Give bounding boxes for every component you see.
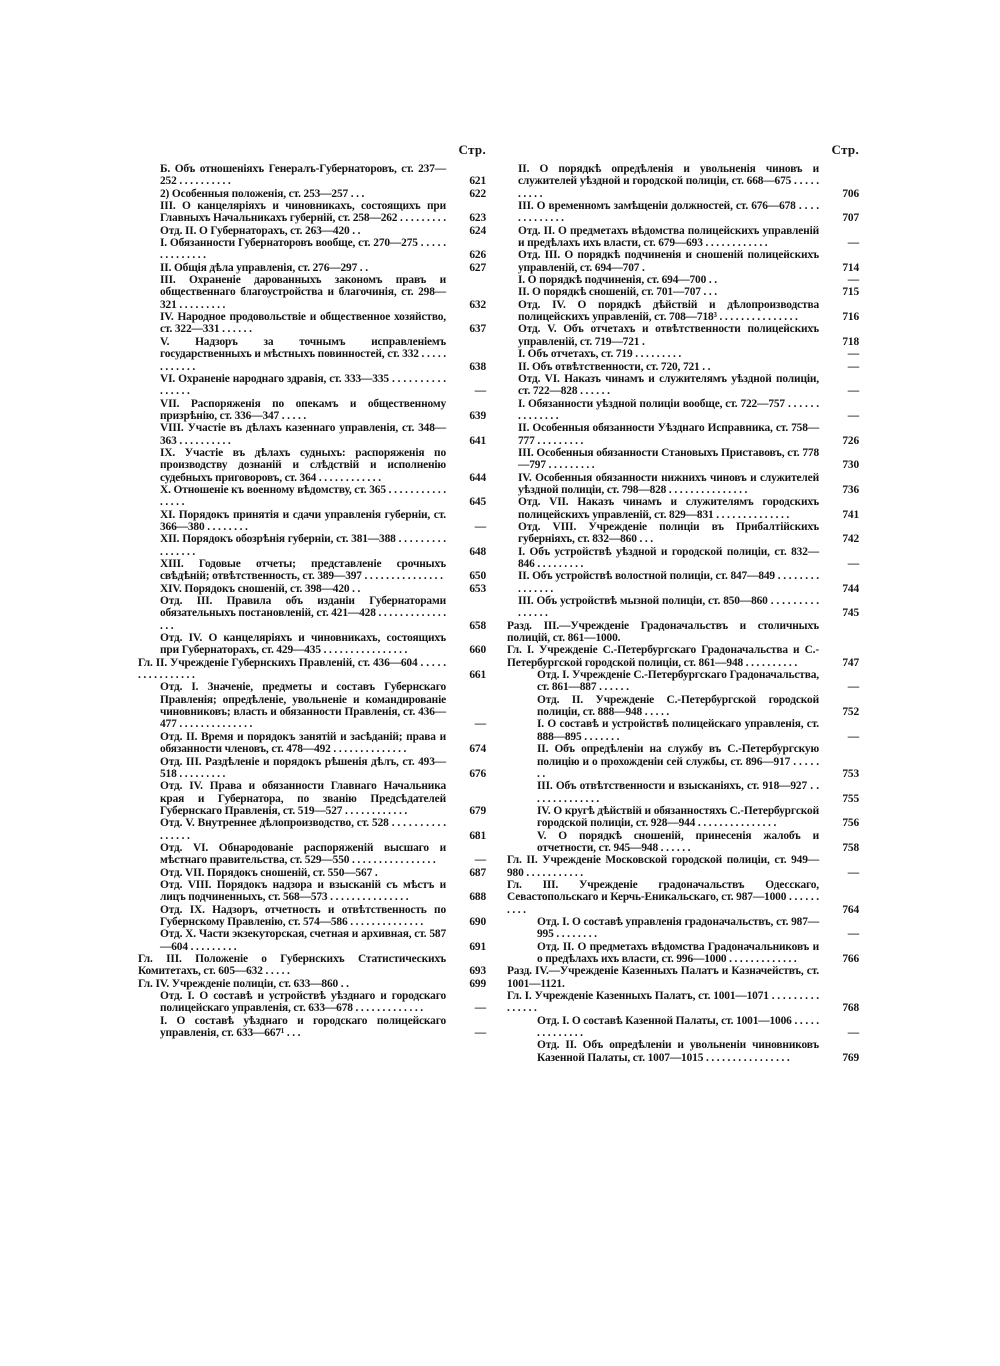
toc-entry xyxy=(507,361,859,373)
toc-entry-page: 764 xyxy=(842,903,859,916)
toc-entry-text: III. Объ устройствѣ мызной полиціи, ст. 850—860 . . . . . . . . . . . . . . . xyxy=(518,595,819,620)
left-column xyxy=(138,142,486,1039)
toc-entry-page: — xyxy=(847,409,859,422)
toc-entry-text: Гл. III. Учрежденіе градоначальствъ Одесскаго, Севастопольскаго и Керчь-Еникальскаго, ст. 987—1000 . . . . . . . . . . xyxy=(507,878,819,916)
toc-entry-text: Отд. II. Объ опредѣленіи и увольненіи чиновниковъ Казенной Палаты, ст. 1007—1015 . . . . . . . . . . . . . . . . xyxy=(537,1039,819,1064)
toc-entry-page: 621 xyxy=(469,175,486,188)
toc-entry-text: Разд. III.—Учрежденіе Градоначальствъ и столичныхъ полицій, ст. 861—1000. xyxy=(507,619,819,645)
toc-entry-page: — xyxy=(474,1002,486,1015)
toc-entry-text: Отд. V. Внутреннее дѣлопроизводство, ст. 528 . . . . . . . . . . . . . . . . xyxy=(160,817,446,842)
toc-entry-text: I. О составѣ и устройствѣ полицейскаго управленія, ст. 888—895 . . . . . . . xyxy=(537,718,819,743)
toc-entry-page: 766 xyxy=(842,953,859,965)
toc-entry-text: I. Обязанности Губернаторовъ вообще, ст. 270—275 . . . . . . . . . . . . . . xyxy=(160,237,446,262)
toc-entry xyxy=(138,533,486,558)
toc-entry-text: Отд. I. О составѣ Казенной Палаты, ст. 1001—1006 . . . . . . . . . . . . . . xyxy=(537,1014,819,1040)
toc-entry-page: — xyxy=(847,360,859,373)
toc-entry xyxy=(138,163,486,188)
toc-entry xyxy=(138,200,486,225)
toc-entry xyxy=(138,595,486,632)
toc-entry-text: Отд. IV. О канцеляріяхъ и чиновникахъ, состоящихъ при Губернаторахъ, ст. 429—435 . . . . . . . . . . . . . . . . xyxy=(160,632,446,657)
toc-entry xyxy=(138,953,486,978)
toc-entry-page: 716 xyxy=(842,311,859,324)
toc-entry xyxy=(507,570,859,595)
toc-entry-text: Разд. IV.—Учрежденіе Казенныхъ Палатъ и Казначействъ, ст. 1001—1121. xyxy=(507,965,819,990)
toc-entry-text: Отд. III. О порядкѣ подчиненія и сношеній полицейскихъ управленій, ст. 694—707 . xyxy=(518,249,819,274)
toc-entry-page: 690 xyxy=(469,915,486,928)
toc-entry-text: II. Объ устройствѣ волостной полиціи, ст. 847—849 . . . . . . . . . . . . . . . xyxy=(518,570,819,595)
toc-entry xyxy=(507,879,859,916)
toc-entry-text: II. Особенныя обязанности Уѣзднаго Исправника, ст. 758—777 . . . . . . . . . xyxy=(518,422,819,447)
toc-entry xyxy=(138,274,486,311)
page-column-header-label: Стр. xyxy=(831,142,859,157)
toc-entry-page: — xyxy=(847,866,859,879)
toc-entry-page: 699 xyxy=(469,977,486,990)
toc-entry-text: Отд. VIII. Порядокъ надзора и взысканій съ мѣстъ и лицъ подчиненныхъ, ст. 568—573 . . . . . . . . . . . . . . . xyxy=(160,878,446,904)
toc-entry-page: 742 xyxy=(842,533,859,546)
toc-entry xyxy=(138,842,486,867)
toc-entry xyxy=(138,484,486,509)
toc-entries xyxy=(507,163,859,1064)
toc-entry-text: III. Особенныя обязанности Становыхъ Приставовъ, ст. 778—797 . . . . . . . . . xyxy=(518,446,819,472)
toc-entry-text: X. Отношеніе къ военному вѣдомству, ст. 365 . . . . . . . . . . . . . . . . xyxy=(160,483,446,509)
toc-entry xyxy=(138,262,486,274)
toc-entry xyxy=(138,817,486,842)
toc-entry-text: I. О составѣ уѣзднаго и городскаго полицейскаго управленія, ст. 633—667¹ . . . xyxy=(160,1014,446,1040)
toc-entry-page: — xyxy=(847,558,859,570)
toc-entry xyxy=(138,311,486,336)
toc-entry-text: Отд. I. Значеніе, предметы и составъ Губернскаго Правленія; опредѣленіе, увольненіе и командированіе чиновниковъ; власть и обязанности Правленія, ст. 436—477 . . . . . . . . . . . . . . xyxy=(160,681,446,731)
toc-entry xyxy=(138,657,486,682)
toc-entry xyxy=(507,323,859,348)
toc-entry-page: 661 xyxy=(469,669,486,682)
toc-entry xyxy=(507,496,859,521)
toc-entry xyxy=(138,978,486,990)
toc-entry-page: 693 xyxy=(469,965,486,978)
toc-entry-text: Отд. VII. Наказъ чинамъ и служителямъ городскихъ полицейскихъ управленій, ст. 829—831 . . . . . . . . . . . . . . xyxy=(518,496,819,521)
toc-entry-text: Отд. IV. О порядкѣ дѣйствій и дѣлопроизводства полицейскихъ управленій, ст. 708—718³ . . . . . . . . . . . . . . . xyxy=(518,298,819,324)
toc-entry-text: V. О порядкѣ сношеній, принесенія жалобъ и отчетности, ст. 945—948 . . . . . . xyxy=(537,829,819,854)
toc-entry-page: 715 xyxy=(842,286,859,299)
toc-entry xyxy=(507,1039,859,1064)
toc-entry-page: 626 xyxy=(469,249,486,262)
toc-entry-page: 658 xyxy=(469,619,486,632)
toc-entry-text: II. Общія дѣла управленія, ст. 276—297 . . xyxy=(160,261,368,274)
toc-entry-text: Гл. II. Учрежденіе Губернскихъ Правленій, ст. 436—604 . . . . . . . . . . . . . . . . xyxy=(138,656,446,682)
toc-entry-text: IV. Народное продовольствіе и общественное хозяйство, ст. 322—331 . . . . . . xyxy=(160,311,446,336)
toc-entry xyxy=(507,916,859,941)
page-column-header xyxy=(138,142,486,163)
toc-entry-page: — xyxy=(474,718,486,731)
toc-entry xyxy=(507,718,859,743)
toc-entry xyxy=(507,990,859,1015)
toc-entry-text: Отд. VI. Наказъ чинамъ и служителямъ уѣздной полиціи, ст. 722—828 . . . . . . xyxy=(518,372,819,398)
toc-entry xyxy=(138,990,486,1015)
toc-entry-page: 645 xyxy=(469,496,486,509)
toc-entry-text: Отд. I. О составѣ управленія градоначальствъ, ст. 987—995 . . . . . . . . xyxy=(537,915,819,941)
toc-entry-page: 681 xyxy=(469,829,486,842)
toc-entry-text: Отд. II. Время и порядокъ занятій и засѣданій; права и обязанности членовъ, ст. 478—492 . . . . . . . . . . . . . . xyxy=(160,730,446,756)
toc-entry-text: I. О порядкѣ подчиненія, ст. 694—700 . . xyxy=(518,274,717,287)
toc-entry xyxy=(138,509,486,534)
toc-entry xyxy=(507,299,859,324)
toc-entry xyxy=(138,904,486,929)
toc-entry xyxy=(138,237,486,262)
toc-entry xyxy=(507,743,859,780)
toc-entry-text: Гл. III. Положеніе о Губернскихъ Статистическихъ Комитетахъ, ст. 605—632 . . . . . xyxy=(138,953,446,978)
toc-entry xyxy=(507,780,859,805)
toc-entry-page: 756 xyxy=(842,817,859,830)
toc-entry xyxy=(507,249,859,274)
toc-entry-page: 637 xyxy=(469,323,486,336)
toc-entry xyxy=(507,348,859,360)
toc-entry-text: I. Обязанности уѣздной полиціи вообще, ст. 722—757 . . . . . . . . . . . . . . xyxy=(518,397,819,422)
toc-entry-text: VIII. Участіе въ дѣлахъ казеннаго управленія, ст. 348—363 . . . . . . . . . . xyxy=(160,422,446,447)
toc-entry-page: 624 xyxy=(469,224,486,237)
toc-entry-text: Отд. II. О Губернаторахъ, ст. 263—420 . . xyxy=(160,224,361,237)
toc-entry-text: II. Объ отвѣтственности, ст. 720, 721 . . xyxy=(518,360,711,373)
toc-entry xyxy=(507,830,859,855)
toc-entry-text: 2) Особенныя положенія, ст. 253—257 . . . xyxy=(160,187,365,200)
toc-entry-page: 623 xyxy=(469,212,486,225)
toc-entry xyxy=(507,472,859,497)
toc-entry-page: 691 xyxy=(469,940,486,953)
toc-entry-page: 660 xyxy=(469,644,486,657)
toc-entry xyxy=(138,780,486,817)
toc-entry-page: 745 xyxy=(842,607,859,620)
toc-entry-page: — xyxy=(474,385,486,398)
toc-entry xyxy=(138,1015,486,1040)
toc-entry-text: III. О временномъ замѣщеніи должностей, ст. 676—678 . . . . . . . . . . . . . xyxy=(518,200,819,225)
toc-entry-page: 676 xyxy=(469,767,486,780)
toc-entry-page: 639 xyxy=(469,409,486,422)
toc-entry-text: IX. Участіе въ дѣлахъ судныхъ: распоряженія по производству дознаній и слѣдствій и исполненію судебныхъ приговоровъ, ст. 364 . . . . . . . . . . . . xyxy=(160,446,446,484)
toc-entry xyxy=(138,756,486,781)
toc-entry-page: 627 xyxy=(469,261,486,274)
toc-entry-text: Отд. V. Объ отчетахъ и отвѣтственности полицейскихъ управленій, ст. 719—721 . xyxy=(518,323,819,348)
toc-entry-text: XIII. Годовые отчеты; представленіе срочныхъ свѣдѣній; отвѣтственность, ст. 389—397 . . . . . . . . . . . . . . . xyxy=(160,558,446,583)
toc-entry-text: Б. Объ отношеніяхъ Генералъ-Губернаторовъ, ст. 237—252 . . . . . . . . . . xyxy=(160,163,446,188)
toc-entry-text: Отд. VII. Порядокъ сношеній, ст. 550—567 . xyxy=(160,866,378,879)
toc-entry-page: 653 xyxy=(469,582,486,595)
toc-entry-text: III. О канцеляріяхъ и чиновникахъ, состоящихъ при Главныхъ Начальникахъ губерній, ст. 258—262 . . . . . . . . . xyxy=(160,200,446,225)
toc-entry-text: XIV. Порядокъ сношеній, ст. 398—420 . . xyxy=(160,582,361,595)
toc-entry-text: Отд. III. Раздѣленіе и порядокъ рѣшенія дѣлъ, ст. 493—518 . . . . . . . . . xyxy=(160,755,446,780)
toc-entry xyxy=(507,941,859,966)
toc-entry-text: Отд. VI. Обнародованіе распоряженій высшаго и мѣстнаго правительства, ст. 529—550 . . . . . . . . . . . . . . . . xyxy=(160,841,446,867)
toc-entry xyxy=(138,336,486,373)
toc-entry xyxy=(507,546,859,571)
toc-entry xyxy=(507,447,859,472)
toc-entry xyxy=(507,669,859,694)
toc-entry-page: 648 xyxy=(469,545,486,558)
toc-entry xyxy=(507,644,859,669)
toc-entry-text: III. Объ отвѣтственности и взысканіяхъ, ст. 918—927 . . . . . . . . . . . . . . xyxy=(537,780,819,805)
toc-entry xyxy=(138,558,486,583)
toc-entry-page: 632 xyxy=(469,298,486,311)
toc-entry xyxy=(507,521,859,546)
toc-entry-text: Отд. II. О предметахъ вѣдомства Градоначальниковъ и о предѣлахъ ихъ власти, ст. 996—1000 . . . . . . . . . . . . . xyxy=(537,940,819,965)
toc-entry xyxy=(138,879,486,904)
toc-entry-text: Гл. I. Учрежденіе С.-Петербургскаго Градоначальства и С.-Петербургской городской полиціи, ст. 861—948 . . . . . . . . . . xyxy=(507,644,819,669)
toc-entry-page: 641 xyxy=(469,434,486,447)
toc-entry-page: — xyxy=(474,1027,486,1040)
toc-entry xyxy=(507,373,859,398)
toc-entry-page: 714 xyxy=(842,261,859,274)
toc-entry-text: Отд. IX. Надзоръ, отчетность и отвѣтственность по Губернскому Правленію, ст. 574—586 . . . . . . . . . . . . . . xyxy=(160,903,446,928)
toc-entry-text: II. О порядкѣ опредѣленія и увольненія чиновъ и служителей уѣздной и городской полиціи, ст. 668—675 . . . . . . . . . . xyxy=(518,163,819,200)
toc-entry xyxy=(138,867,486,879)
toc-entry xyxy=(507,694,859,719)
right-column xyxy=(507,142,859,1064)
toc-entry xyxy=(507,805,859,830)
toc-entry-text: VII. Распоряженія по опекамъ и общественному призрѣнію, ст. 336—347 . . . . . xyxy=(160,397,446,422)
toc-entry xyxy=(507,163,859,200)
toc-entry-text: II. О порядкѣ сношеній, ст. 701—707 . . . xyxy=(518,286,717,299)
toc-entry-text: I. Объ отчетахъ, ст. 719 . . . . . . . . . xyxy=(518,348,682,361)
toc-entry-page: 707 xyxy=(842,212,859,225)
toc-entry-text: XII. Порядокъ обозрѣнія губерніи, ст. 381—388 . . . . . . . . . . . . . . . . xyxy=(160,533,446,558)
toc-entry-text: Отд. X. Части экзекуторская, счетная и архивная, ст. 587—604 . . . . . . . . . xyxy=(160,928,446,953)
toc-entry xyxy=(507,965,859,990)
toc-entry-text: Отд. VIII. Учрежденіе полиціи въ Прибалтійскихъ губерніяхъ, ст. 832—860 . . . xyxy=(518,520,819,546)
toc-entry-text: Гл. II. Учрежденіе Московской городской полиціи, ст. 949—980 . . . . . . . . . . . xyxy=(507,854,819,879)
toc-entry-page: 769 xyxy=(842,1051,859,1064)
toc-entry xyxy=(507,286,859,298)
toc-entry-text: I. Объ устройствѣ уѣздной и городской полиціи, ст. 832—846 . . . . . . . . . xyxy=(518,545,819,570)
toc-entry-page: — xyxy=(847,348,859,361)
toc-entry-text: Отд. I. О составѣ и устройствѣ уѣзднаго и городскаго полицейскаго управленія, ст. 633—678 . . . . . . . . . . . . . xyxy=(160,990,446,1015)
toc-entry xyxy=(507,1015,859,1040)
toc-entry-page: 744 xyxy=(842,582,859,595)
toc-entry-text: Отд. III. Правила объ изданіи Губернаторами обязательныхъ постановленій, ст. 421—428 . . . . . . . . . . . . . . . . xyxy=(160,595,446,632)
toc-entry xyxy=(138,681,486,730)
toc-entry xyxy=(138,422,486,447)
toc-entry-page: 706 xyxy=(842,187,859,200)
toc-entry xyxy=(138,632,486,657)
toc-entry-page: — xyxy=(474,520,486,533)
toc-entry xyxy=(507,398,859,423)
toc-entry-page: — xyxy=(847,928,859,941)
toc-entry xyxy=(138,225,486,237)
toc-entry-text: Гл. IV. Учрежденіе полиціи, ст. 633—860 . . xyxy=(138,977,349,990)
toc-entry xyxy=(507,595,859,620)
toc-entry xyxy=(507,274,859,286)
toc-entry-page: — xyxy=(847,1027,859,1040)
toc-entry-page: 747 xyxy=(842,656,859,669)
toc-entry xyxy=(138,583,486,595)
toc-entry-page: 718 xyxy=(842,335,859,348)
toc-entry xyxy=(138,398,486,423)
toc-entry-page: 758 xyxy=(842,841,859,854)
toc-entry-text: VI. Охраненіе народнаго здравія, ст. 333—335 . . . . . . . . . . . . . . . . xyxy=(160,372,446,398)
toc-entry-text: Отд. II. О предметахъ вѣдомства полицейскихъ управленій и предѣлахъ ихъ власти, ст. 679—693 . . . . . . . . . . . . xyxy=(518,224,819,250)
toc-entry xyxy=(138,928,486,953)
toc-entry-text: Отд. I. Учрежденіе С.-Петербургскаго Градоначальства, ст. 861—887 . . . . . . xyxy=(537,669,819,694)
toc-entry xyxy=(138,731,486,756)
toc-entry-text: Отд. II. Учрежденіе С.-Петербургской городской полиціи, ст. 888—948 . . . . . xyxy=(537,693,819,719)
toc-entry-page: — xyxy=(847,681,859,694)
toc-entry-page: — xyxy=(847,237,859,250)
page-column-header-label: Стр. xyxy=(458,142,486,157)
toc-entry-text: IV. Особенныя обязанности нижнихъ чиновъ и служителей уѣздной полиціи, ст. 798—828 . . . . . . . . . . . . . . . xyxy=(518,471,819,496)
toc-entry-page: 687 xyxy=(469,866,486,879)
toc-entry-page: 644 xyxy=(469,471,486,484)
toc-entry-page: 755 xyxy=(842,792,859,805)
toc-entry-page: — xyxy=(847,385,859,398)
toc-entry-page: 736 xyxy=(842,483,859,496)
toc-entry-page: — xyxy=(474,854,486,867)
toc-entry-text: Отд. IV. Права и обязанности Главнаго Начальника края и Губернатора, по званію Предсѣдателей Губернскаго Правленія, ст. 519—527 . . . . . . . . . . . . xyxy=(160,780,446,817)
toc-entry-text: XI. Порядокъ принятія и сдачи управленія губерніи, ст. 366—380 . . . . . . . . xyxy=(160,508,446,533)
toc-entry-page: — xyxy=(847,730,859,743)
toc-entry xyxy=(507,225,859,250)
toc-entry-page: 688 xyxy=(469,891,486,904)
toc-entry-page: 752 xyxy=(842,706,859,719)
toc-entry xyxy=(507,854,859,879)
toc-entry-page: — xyxy=(847,274,859,287)
toc-entry xyxy=(138,188,486,200)
toc-entry xyxy=(507,200,859,225)
toc-entry-text: Гл. I. Учрежденіе Казенныхъ Палатъ, ст. 1001—1071 . . . . . . . . . . . . . . . xyxy=(507,990,819,1015)
page-column-header xyxy=(507,142,859,163)
toc-entry-text: II. Объ опредѣленіи на службу въ С.-Петербургскую полицію и о прохожденіи сей службы, ст. 896—917 . . . . . . . xyxy=(537,743,819,780)
toc-entry-page: 650 xyxy=(469,570,486,583)
toc-entry xyxy=(507,422,859,447)
toc-entry-page: 674 xyxy=(469,743,486,756)
toc-entries xyxy=(138,163,486,1039)
toc-entry-text: V. Надзоръ за точнымъ исправленіемъ государственныхъ и мѣстныхъ повинностей, ст. 332 . . . . . . . . . . . . xyxy=(160,335,446,373)
toc-entry-text: III. Охраненіе дарованныхъ закономъ правъ и общественнаго благоустройства и благочинія, ст. 298—321 . . . . . . . . . xyxy=(160,274,446,311)
toc-entry-page: 679 xyxy=(469,804,486,817)
toc-entry xyxy=(138,447,486,484)
toc-entry-page: 768 xyxy=(842,1002,859,1015)
toc-entry xyxy=(507,620,859,645)
toc-entry-page: 726 xyxy=(842,434,859,447)
toc-entry xyxy=(138,373,486,398)
toc-entry-page: 622 xyxy=(469,187,486,200)
toc-entry-page: 730 xyxy=(842,459,859,472)
toc-entry-page: 753 xyxy=(842,767,859,780)
toc-entry-text: IV. О кругѣ дѣйствій и обязанностяхъ С.-Петербургской городской полиціи, ст. 928—944 . . . . . . . . . . . . . . . xyxy=(537,804,819,830)
toc-entry-page: 638 xyxy=(469,360,486,373)
toc-entry-page: 741 xyxy=(842,508,859,521)
